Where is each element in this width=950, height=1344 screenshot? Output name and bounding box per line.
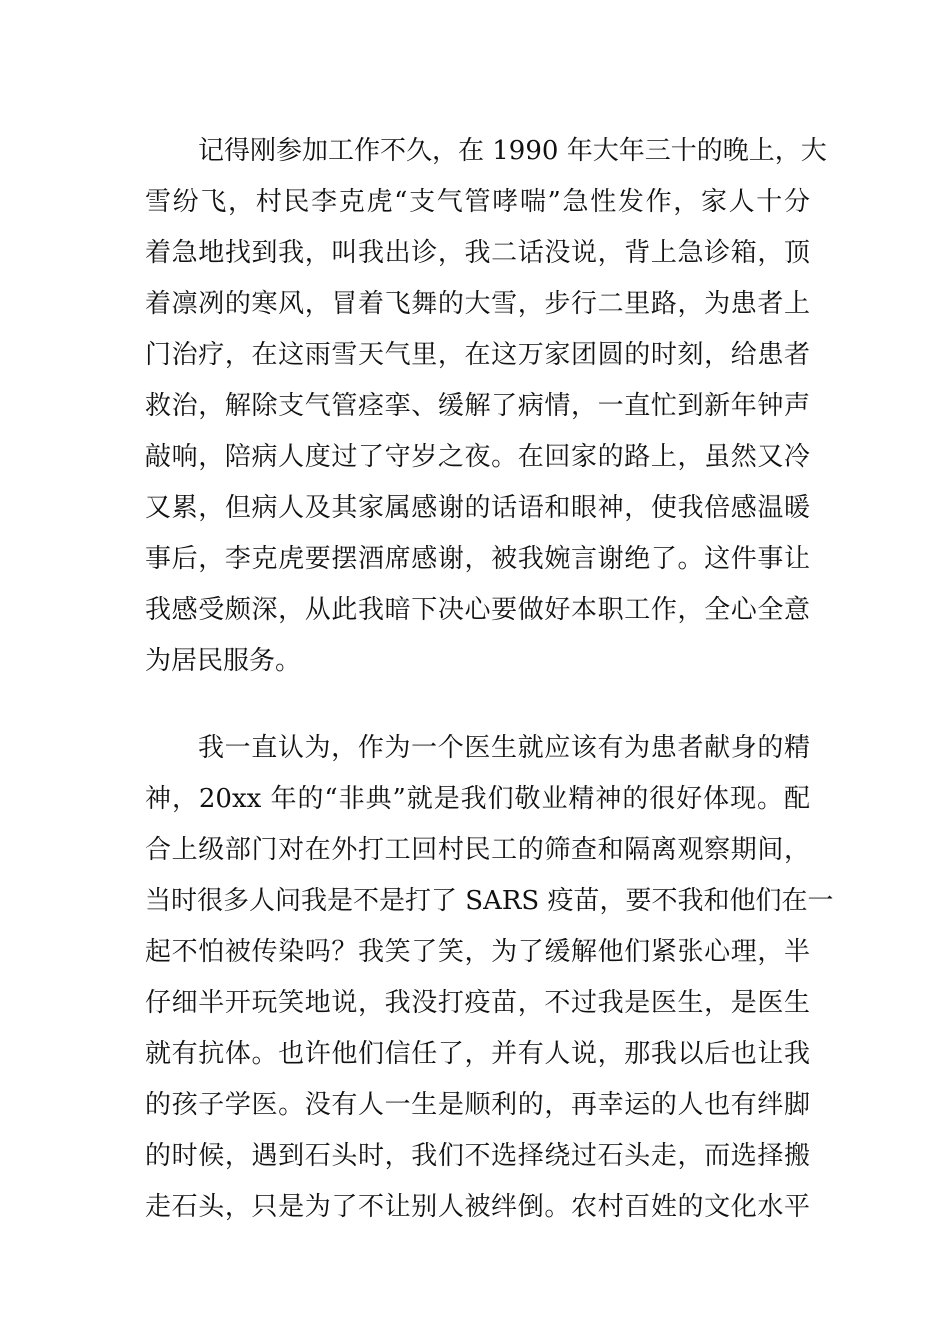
paragraph-line: 就有抗体。也许他们信任了，并有人说，那我以后也让我 xyxy=(145,1039,810,1069)
paragraph-line: 着急地找到我，叫我出诊，我二话没说，背上急诊箱，顶 xyxy=(145,238,810,268)
paragraph-line: 敲响，陪病人度过了守岁之夜。在回家的路上，虽然又冷 xyxy=(145,442,810,472)
paragraph-line: 事后，李克虎要摆酒席感谢，被我婉言谢绝了。这件事让 xyxy=(145,544,810,574)
paragraph-line: 我一直认为，作为一个医生就应该有为患者献身的精 xyxy=(198,733,810,763)
paragraph-line: 仔细半开玩笑地说，我没打疫苗，不过我是医生，是医生 xyxy=(145,988,810,1018)
paragraph-line: 门治疗，在这雨雪天气里，在这万家团圆的时刻，给患者 xyxy=(145,340,810,370)
paragraph-line: 的时候，遇到石头时，我们不选择绕过石头走，而选择搬 xyxy=(145,1141,810,1171)
paragraph-line: 神，20xx 年的“非典”就是我们敬业精神的很好体现。配 xyxy=(145,784,810,814)
paragraph-line: 记得刚参加工作不久，在 1990 年大年三十的晚上，大 xyxy=(198,136,827,166)
paragraph-line: 为居民服务。 xyxy=(145,646,302,676)
paragraph-line: 救治，解除支气管痉挛、缓解了病情，一直忙到新年钟声 xyxy=(145,391,810,421)
paragraph-line: 着凛冽的寒风，冒着飞舞的大雪，步行二里路，为患者上 xyxy=(145,289,810,319)
paragraph-line: 又累，但病人及其家属感谢的话语和眼神，使我倍感温暖 xyxy=(145,493,810,523)
paragraph-line: 当时很多人问我是不是打了 SARS 疫苗，要不我和他们在一 xyxy=(145,886,834,916)
paragraph-line: 合上级部门对在外打工回村民工的筛查和隔离观察期间， xyxy=(145,835,810,865)
paragraph-line: 走石头，只是为了不让别人被绊倒。农村百姓的文化水平 xyxy=(145,1192,810,1222)
paragraph-1 xyxy=(145,126,827,687)
paragraph-line: 雪纷飞，村民李克虎“支气管哮喘”急性发作，家人十分 xyxy=(145,187,810,217)
paragraph-line: 的孩子学医。没有人一生是顺利的，再幸运的人也有绊脚 xyxy=(145,1090,810,1120)
paragraph-line: 我感受颇深，从此我暗下决心要做好本职工作，全心全意 xyxy=(145,595,810,625)
paragraph-line: 起不怕被传染吗？我笑了笑，为了缓解他们紧张心理，半 xyxy=(145,937,810,967)
paragraph-2 xyxy=(145,723,834,1233)
